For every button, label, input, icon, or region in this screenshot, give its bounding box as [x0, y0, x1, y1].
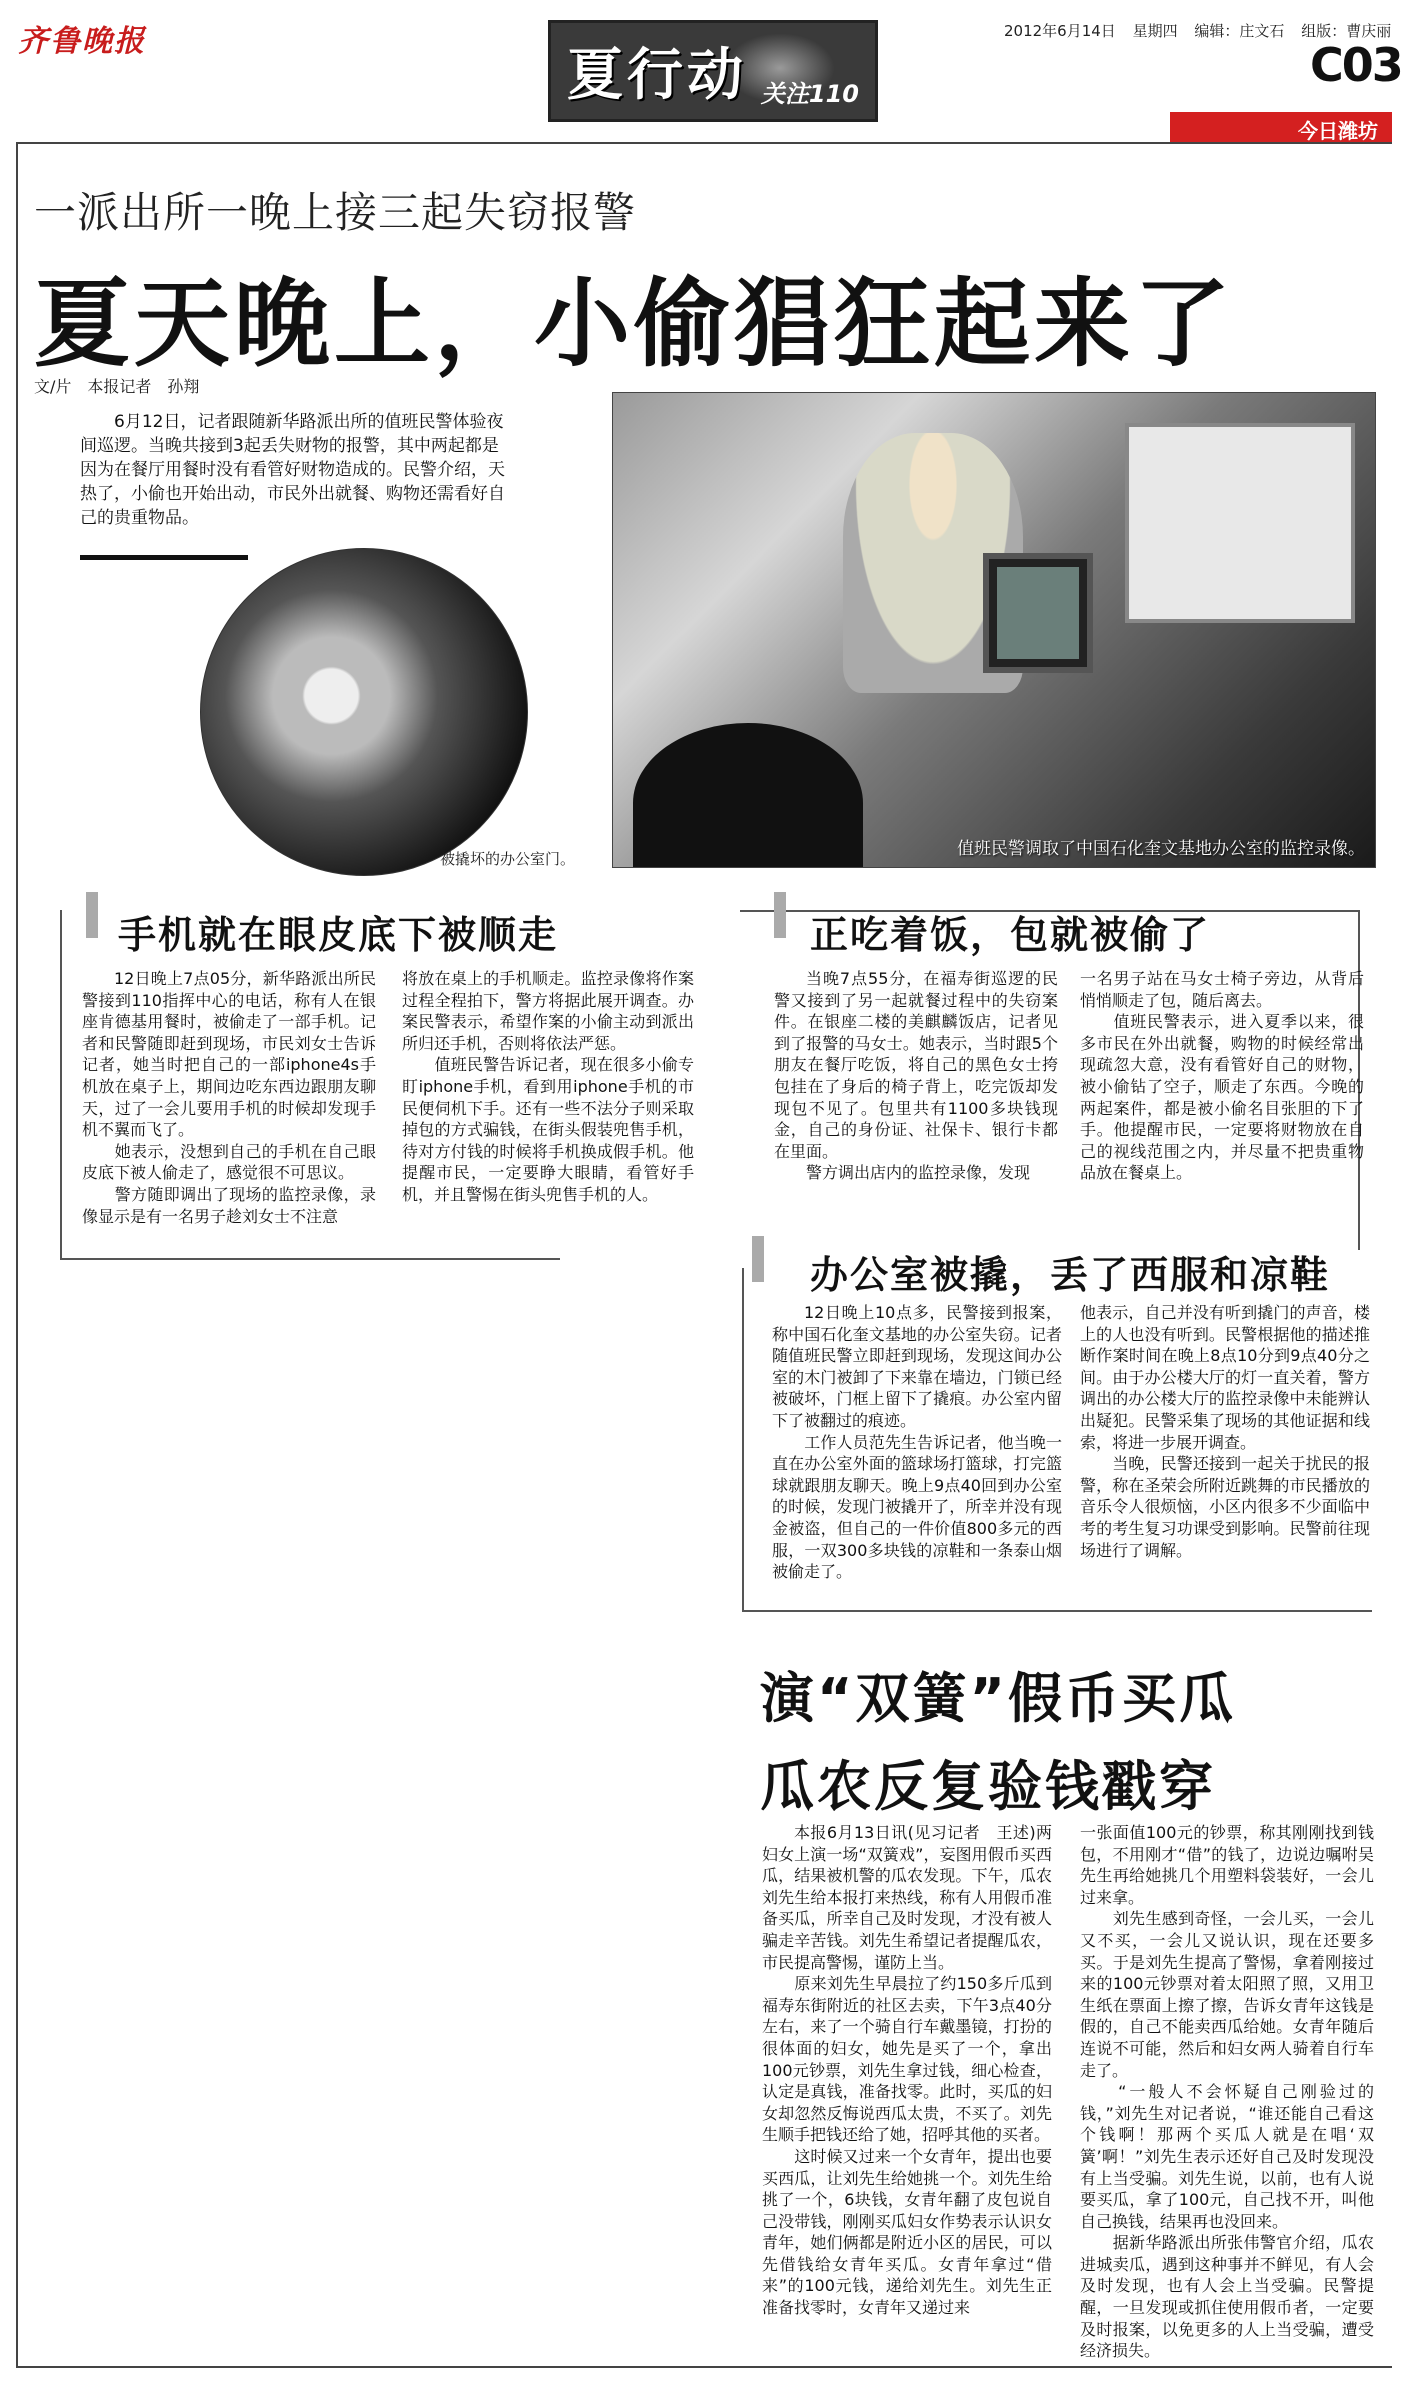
issue-weekday: 星期四 [1132, 22, 1178, 40]
newspaper-logo: 齐鲁晚报 [18, 24, 146, 59]
photo-main-caption: 值班民警调取了中国石化奎文基地办公室的监控录像。 [957, 839, 1365, 859]
section2-title: 正吃着饭，包就被偷了 [810, 913, 1211, 957]
article-kicker: 一派出所一晚上接三起失窃报警 [34, 188, 637, 237]
article2-title-line2: 瓜农反复验钱戳穿 [760, 1755, 1216, 1818]
section1-col1: 12日晚上7点05分，新华路派出所民警接到110指挥中心的电话，称有人在银座肯德基用餐时，被偷走了一部手机。记者和民警随即赶到现场，市民刘女士告诉记者，她当时把自己的一部iphone4s手机放在桌子上，期间边吃东西边跟朋友聊天，过了一会儿要用手机的时候却发现手机不翼而飞了。 她表示，没想到自己的手机在自己眼皮底下被人偷走了，感觉很不可思议。 警方随即调出了现场的监控录像，录像显示是有一名男子趁刘女士不注意 [82, 969, 376, 1226]
article2-col1: 本报6月13日讯(见习记者 王述)两妇女上演一场“双簧戏”，妄图用假币买西瓜，结果被机警的瓜农发现。下午，瓜农刘先生给本报打来热线，称有人用假币准备买瓜，所幸自己及时发现，才没有被人骗走辛苦钱。刘先生希望记者提醒瓜农，市民提高警惕，谨防上当。 原来刘先生早晨拉了约150多斤瓜到福寿东街附近的社区去卖，下午3点40分左右，来了一个骑自行车戴墨镜，打扮的很体面的妇女，她先是买了一个，拿出100元钞票，刘先生拿过钱，细心检查，认定是真钱，准备找零。此时，买瓜的妇女却忽然反悔说西瓜太贵，不买了。刘先生顺手把钱还给了她，招呼其他的买者。 这时候又过来一个女青年，提出也要买西瓜，让刘先生给她挑一个。刘先生给挑了一个，6块钱，女青年翻了皮包说自己没带钱，刚刚买瓜妇女作势表示认识女青年，她们俩都是附近小区的居民，可以先借钱给女青年买瓜。女青年拿过“借来”的100元钱，递给刘先生。刘先生正准备找零时，女青年又递过来 [762, 1823, 1052, 2318]
editor-credit: 编辑：庄文石 [1194, 22, 1285, 40]
page-number: C03 [1310, 38, 1402, 92]
section-banner [548, 20, 878, 122]
photo-broken-door [200, 548, 528, 876]
region-tag: 今日潍坊 [1170, 112, 1392, 142]
issue-date: 2012年6月14日 [1004, 22, 1116, 40]
photo-surveillance [612, 392, 1376, 868]
article2-col2: 一张面值100元的钞票，称其刚刚找到钱包，不用刚才“借”的钱了，边说边嘱咐吴先生再给她挑几个用塑料袋装好，一会儿过来拿。 刘先生感到奇怪，一会儿买，一会儿又不买，一会儿又说认识，现在还要多买。于是刘先生提高了警惕，拿着刚接过来的100元钞票对着太阳照了照，又用卫生纸在票面上擦了擦，告诉女青年这钱是假的，自己不能卖西瓜给她。女青年随后连说不可能，然后和妇女两人骑着自行车走了。 “一般人不会怀疑自己刚验过的钱，”刘先生对记者说，“谁还能自己看这个钱啊！那两个买瓜人就是在唱‘双簧’啊！”刘先生表示还好自己及时发现没有上当受骗。刘先生说，以前，也有人说要买瓜，拿了100元，自己找不开，叫他自己换钱，结果再也没回来。 据新华路派出所张伟警官介绍，瓜农进城卖瓜，遇到这种事并不鲜见，有人会及时发现，也有人会上当受骗。民警提醒，一旦发现或抓住使用假币者，一定要及时报案，以免更多的人上当受骗，遭受经济损失。 [1080, 1823, 1374, 2361]
article-byline: 文/片 本报记者 孙翔 [34, 377, 200, 396]
section3-title: 办公室被撬，丢了西服和凉鞋 [810, 1253, 1331, 1297]
photo-monitor [983, 553, 1093, 673]
article-lead: 6月12日，记者跟随新华路派出所的值班民警体验夜间巡逻。当晚共接到3起丢失财物的报警，其中两起都是因为在餐厅用餐时没有看管好财物造成的。民警介绍，天热了，小偷也开始出动，市民外出就餐、购物还需看好自己的贵重物品。 [80, 412, 505, 528]
article2-title-line1: 演“双簧”假币买瓜 [760, 1667, 1236, 1730]
section2-col1: 当晚7点55分，在福寿街巡逻的民警又接到了另一起就餐过程中的失窃案件。在银座二楼的美麒麟饭店，记者见到了报警的马女士。她表示，当时跟5个朋友在餐厅吃饭，将自己的黑色女士挎包挂在了身后的椅子背上，吃完饭却发现包不见了。包里共有1100多块钱现金，自己的身份证、社保卡、银行卡都在里面。 警方调出店内的监控录像，发现 [774, 969, 1058, 1183]
section3-col1: 12日晚上10点多，民警接到报案，称中国石化奎文基地的办公室失窃。记者随值班民警立即赶到现场，发现这间办公室的木门被卸了下来靠在墙边，门锁已经被破坏，门框上留下了撬痕。办公室内留下了被翻过的痕迹。 工作人员范先生告诉记者，他当晚一直在办公室外面的篮球场打篮球，打完篮球就跟朋友聊天。晚上9点40回到办公室的时候，发现门被撬开了，所幸并没有现金被盗，但自己的一件价值800多元的西服，一双300多块钱的凉鞋和一条泰山烟被偷走了。 [772, 1303, 1062, 1582]
section3-bar [752, 1236, 764, 1282]
photo-window [1125, 423, 1355, 623]
section1-title: 手机就在眼皮底下被顺走 [118, 913, 559, 957]
section3-col2: 他表示，自己并没有听到撬门的声音，楼上的人也没有听到。民警根据他的描述推断作案时间在晚上8点10分到9点40分之间。由于办公楼大厅的灯一直关着，警方调出的办公楼大厅的监控录像中未能辨认出疑犯。民警采集了现场的其他证据和线索，将进一步展开调查。 当晚，民警还接到一起关于扰民的报警，称在圣荣会所附近跳舞的市民播放的音乐令人很烦恼，小区内很多不少面临中考的考生复习功课受到影响。民警前往现场进行了调解。 [1080, 1303, 1370, 1560]
section2-col2: 一名男子站在马女士椅子旁边，从背后悄悄顺走了包，随后离去。 值班民警表示，进入夏季以来，很多市民在外出就餐，购物的时候经常出现疏忽大意，没有看管好自己的财物，被小偷钻了空子，顺走了东西。今晚的两起案件，都是被小偷名目张胆的下了手。他提醒市民，一定要将财物放在自己的视线范围之内，并尽量不把贵重物品放在餐桌上。 [1080, 969, 1364, 1183]
lead-rule [80, 555, 248, 560]
article-headline: 夏天晚上，小偷猖狂起来了 [34, 268, 1234, 380]
layout-credit: 组版：曹庆丽 [1301, 22, 1392, 40]
photo-circle-caption: 被撬坏的办公室门。 [440, 850, 576, 868]
section-title: 夏行动 [567, 43, 747, 108]
section2-bar [774, 892, 786, 938]
section1-col2: 将放在桌上的手机顺走。监控录像将作案过程全程拍下，警方将据此展开调查。办案民警表示，希望作案的小偷主动到派出所归还手机，否则将依法严惩。 值班民警告诉记者，现在很多小偷专盯iphone手机，看到用iphone手机的市民便伺机下手。还有一些不法分子则采取掉包的方式骗钱，在街头假装兜售手机，待对方付钱的时候将手机换成假手机。他提醒市民，一定要睁大眼睛，看管好手机，并且警惕在街头兜售手机的人。 [402, 969, 694, 1204]
photo-viewer [633, 723, 863, 868]
section-subtitle: 关注110 [760, 80, 859, 108]
section1-bar [86, 892, 98, 938]
